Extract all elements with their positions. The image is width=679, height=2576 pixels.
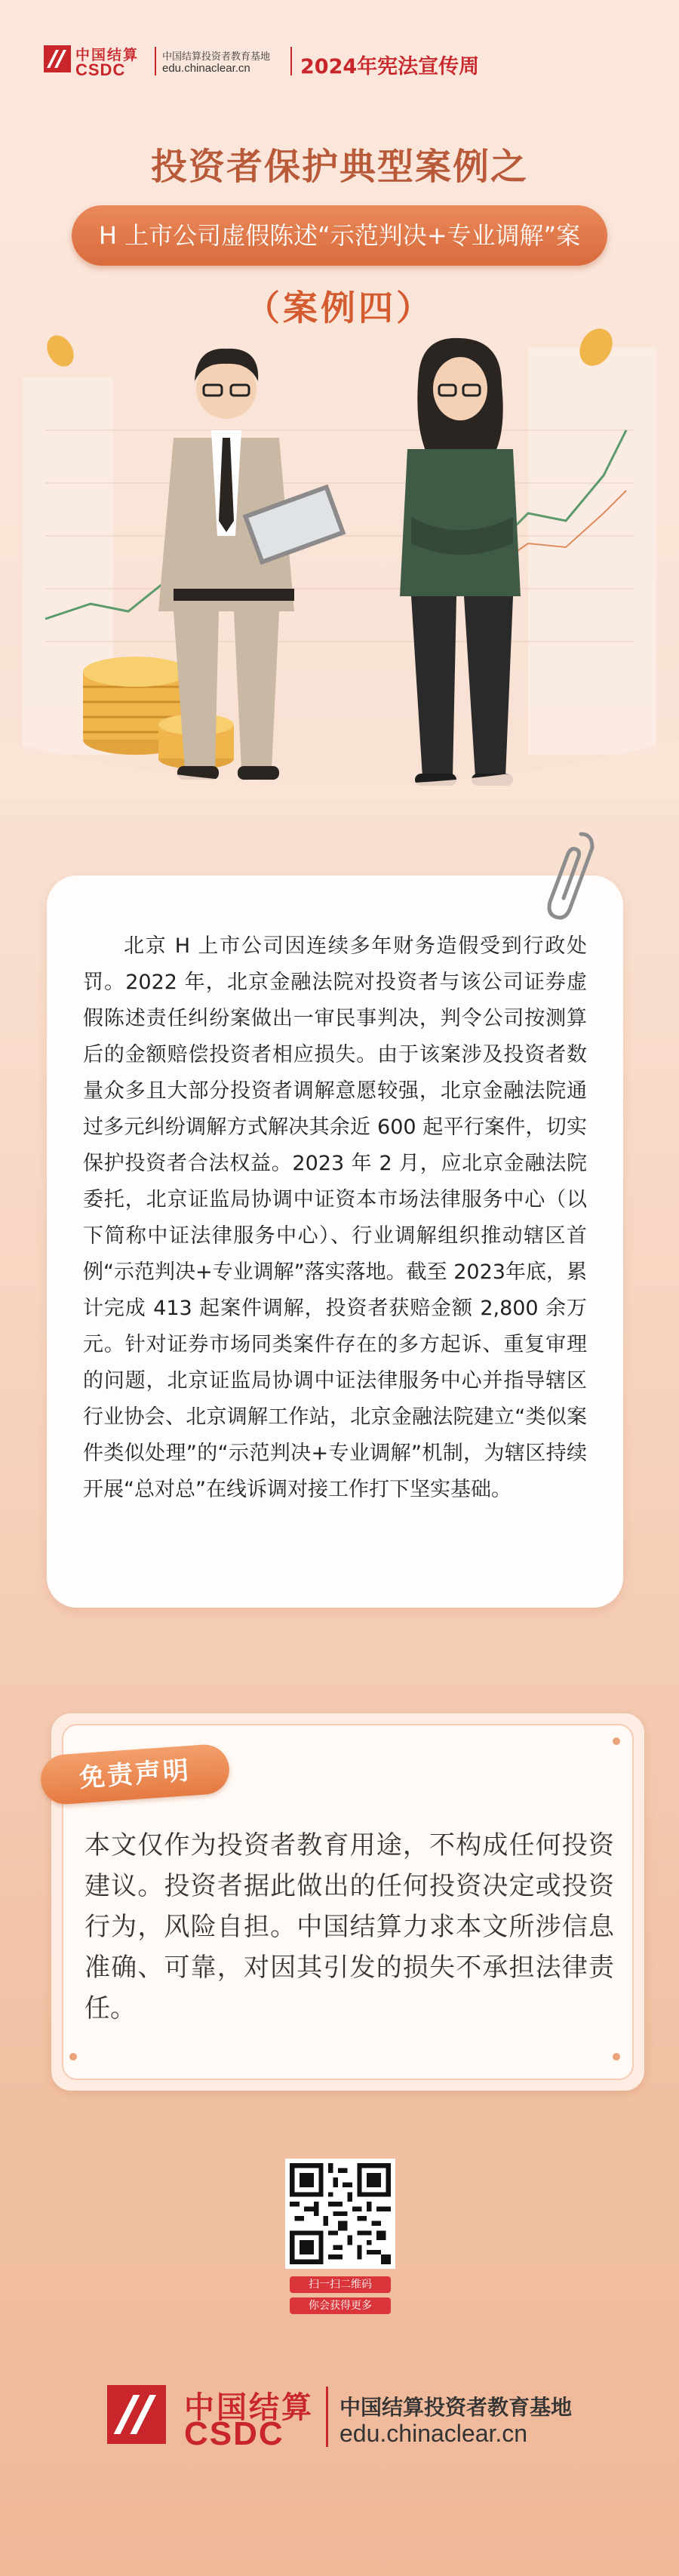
case-number: （案例四） — [245, 288, 434, 328]
footer-divider — [326, 2387, 328, 2447]
case-subtitle: H 上市公司虚假陈述“示范判决+专业调解”案 — [72, 205, 607, 266]
header-divider — [155, 47, 156, 75]
woman-figure — [400, 338, 521, 786]
top-header — [0, 0, 679, 128]
campaign-title: 2024年宪法宣传周 — [300, 55, 480, 78]
page-title: 投资者保护典型案例之 — [150, 146, 528, 188]
paperclip-icon — [539, 826, 600, 925]
corner-dot — [613, 1737, 620, 1745]
corner-dot — [613, 2053, 620, 2060]
content-card — [47, 876, 623, 1608]
hero-illustration — [0, 317, 679, 800]
disclaimer-text: 本文仅作为投资者教育用途，不构成任何投资建议。投资者据此做出的任何投资决定或投资行为，风险自担。中国结算力求本文所涉信息准确、可靠，对因其引发的损失不承担法律责任。 — [84, 1830, 614, 2024]
disclaimer-tag: 免责声明 — [39, 1743, 231, 1805]
case-description: 北京 H 上市公司因连续多年财务造假受到行政处罚。2022 年，北京金融法院对投资者与该公司证券虚假陈述责任纠纷案做出一审民事判决，判令公司按测算后的金额赔偿投资者相应损失。由于该案涉及投资者数量众多且大部分投资者调解意愿较强，北京金融法院通过多元纠纷调解方式解决其余近 600 起平行案件，切实保护投资者合法权益。2023 年 2 月，应北京金融法院委托，北京证监局协调中证资本市场法律服务中心（以下简称中证法律服务中心）、行业调解组织推动辖区首例“示范判决+专业调解”落实落地。截至 2023年底，累计完成 413 起案件调解，投资者获赔金额 2,800 余万元。针对证券市场同类案件存在的多方起诉、重复审理的问题，北京证监局协调中证法律服务中心并指导辖区行业协会、北京调解工作站，北京金融法院建立“类似案件类似处理”的“示范判决+专业调解”机制，为辖区持续开展“总对总”在线诉调对接工作打下坚实基础。 — [83, 934, 587, 1501]
header-logo-cn: 中国结算 — [75, 47, 140, 63]
header-url[interactable]: edu.chinaclear.cn — [162, 62, 250, 75]
header-base-name: 中国结算投资者教育基地 — [162, 51, 271, 63]
qr-caption-more: 你会获得更多 — [290, 2297, 391, 2314]
qr-caption-scan: 扫一扫二维码 — [290, 2276, 391, 2293]
csdc-logo-icon — [44, 45, 71, 72]
header-divider-2 — [290, 47, 292, 75]
qr-pattern — [290, 2163, 391, 2264]
footer-logo-en: CSDC — [184, 2415, 284, 2452]
csdc-logo-icon — [107, 2385, 166, 2444]
man-figure — [158, 349, 346, 780]
qr-code-icon[interactable] — [285, 2159, 395, 2269]
footer-url[interactable]: edu.chinaclear.cn — [340, 2420, 528, 2447]
corner-dot — [69, 2053, 77, 2060]
header-logo-en: CSDC — [75, 60, 126, 79]
footer-base-name: 中国结算投资者教育基地 — [340, 2395, 573, 2420]
footer-logo-cn: 中国结算 — [184, 2390, 314, 2425]
